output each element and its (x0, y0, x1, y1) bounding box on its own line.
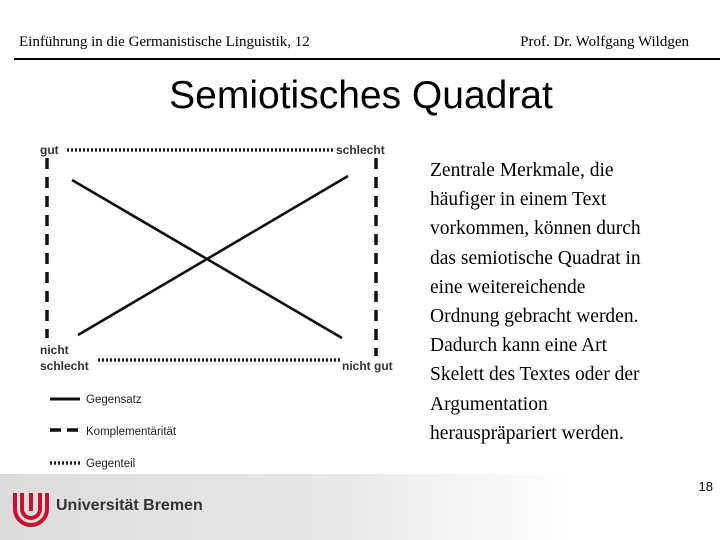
body-line: eine weitereichende (430, 276, 586, 298)
body-line: herauspräpariert werden. (430, 422, 624, 444)
body-line: Argumentation (430, 393, 548, 415)
diagonal-line-2 (78, 176, 348, 335)
page-number: 18 (698, 479, 713, 494)
university-logo-icon (12, 489, 50, 527)
corner-label-schlecht-bottom: schlecht (40, 359, 89, 373)
body-line: Ordnung gebracht werden. (430, 306, 639, 328)
legend-label-komplementaritaet: Komplementärität (86, 426, 177, 438)
body-line: Skelett des Textes oder der (430, 364, 640, 386)
slide-footer (0, 474, 720, 540)
header-course-title: Einführung in die Germanistische Linguistik, 12 (19, 34, 310, 50)
body-line: Dadurch kann eine Art (430, 335, 608, 357)
corner-label-nicht: nicht (40, 343, 69, 357)
slide-title: Semiotisches Quadrat (169, 74, 553, 117)
legend-label-gegensatz: Gegensatz (86, 394, 142, 406)
page-number-box (570, 474, 720, 540)
semiotic-square-diagram (30, 134, 400, 474)
body-line: Zentrale Merkmale, die (430, 160, 614, 181)
header-divider (14, 58, 720, 60)
body-line: häufiger in einem Text (430, 189, 607, 211)
corner-label-nicht-gut: nicht gut (342, 359, 393, 373)
corner-label-schlecht: schlecht (336, 143, 385, 157)
corner-label-gut: gut (40, 143, 59, 157)
body-line: vorkommen, können durch (430, 218, 641, 240)
slide-body-text (430, 156, 710, 448)
legend-label-gegenteil: Gegenteil (86, 458, 136, 470)
header-author: Prof. Dr. Wolfgang Wildgen (520, 34, 689, 50)
university-name: Universität Bremen (56, 497, 203, 514)
body-line: das semiotische Quadrat in (430, 247, 641, 269)
